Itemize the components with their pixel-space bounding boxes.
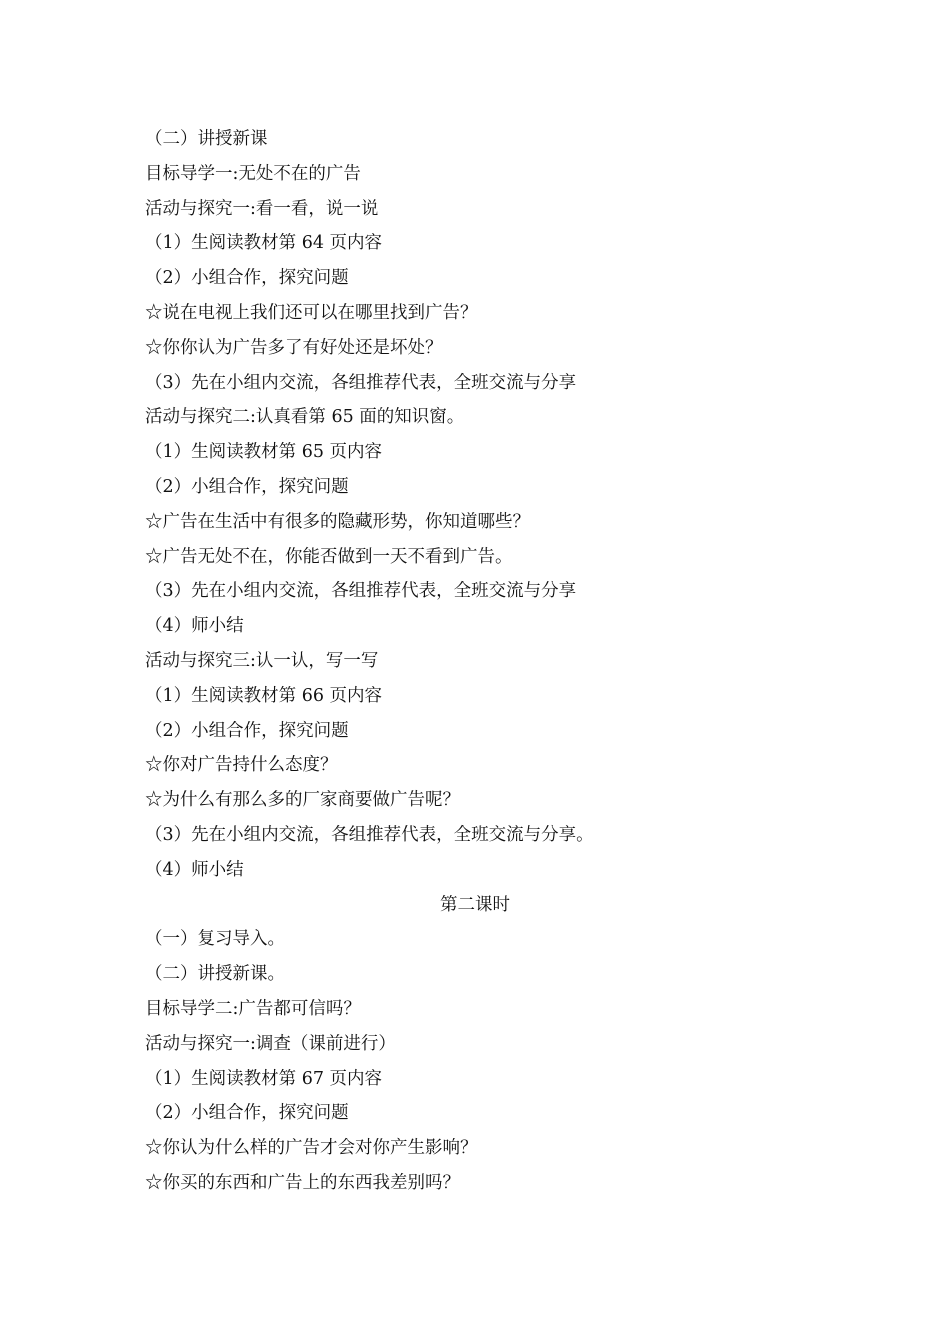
step-line: （3）先在小组内交流，各组推荐代表，全班交流与分享: [145, 372, 577, 393]
step-line: （2）小组合作，探究问题: [145, 720, 349, 741]
step-line: （1）生阅读教材第 66 页内容: [145, 685, 383, 706]
step-line: （4）师小结: [145, 616, 244, 637]
step-line: （2）小组合作，探究问题: [145, 1103, 349, 1124]
document-body: [145, 122, 805, 1201]
goal-heading: 目标导学一:无处不在的广告: [145, 163, 361, 184]
lesson-period-title: 第二课时: [440, 894, 510, 915]
step-line: （3）先在小组内交流，各组推荐代表，全班交流与分享。: [145, 824, 594, 845]
question-line: ☆说在电视上我们还可以在哪里找到广告？: [145, 302, 478, 323]
question-line: ☆广告在生活中有很多的隐藏形势，你知道哪些？: [145, 511, 530, 532]
question-line: ☆你买的东西和广告上的东西我差别吗？: [145, 1172, 460, 1193]
step-line: （4）师小结: [145, 859, 244, 880]
question-line: ☆为什么有那么多的厂家商要做广告呢？: [145, 790, 460, 811]
question-line: ☆你认为什么样的广告才会对你产生影响？: [145, 1138, 478, 1159]
section-heading: （二）讲授新课。: [145, 964, 285, 985]
activity-heading: 活动与探究二:认真看第 65 面的知识窗。: [145, 407, 465, 428]
section-heading: （二）讲授新课: [145, 129, 268, 149]
step-line: （2）小组合作，探究问题: [145, 476, 349, 497]
step-line: （1）生阅读教材第 65 页内容: [145, 442, 383, 463]
section-heading: （一）复习导入。: [145, 929, 285, 950]
question-line: ☆你对广告持什么态度？: [145, 755, 338, 776]
goal-heading: 目标导学二:广告都可信吗？: [145, 998, 361, 1019]
activity-heading: 活动与探究三:认一认，写一写: [145, 650, 379, 671]
step-line: （1）生阅读教材第 64 页内容: [145, 233, 383, 254]
step-line: （3）先在小组内交流，各组推荐代表，全班交流与分享: [145, 581, 577, 602]
activity-heading: 活动与探究一:看一看，说一说: [145, 198, 379, 219]
activity-heading: 活动与探究一:调查（课前进行）: [145, 1033, 396, 1054]
question-line: ☆你你认为广告多了有好处还是坏处？: [145, 337, 443, 358]
question-line: ☆广告无处不在，你能否做到一天不看到广告。: [145, 546, 513, 567]
step-line: （2）小组合作，探究问题: [145, 268, 349, 289]
step-line: （1）生阅读教材第 67 页内容: [145, 1068, 383, 1089]
